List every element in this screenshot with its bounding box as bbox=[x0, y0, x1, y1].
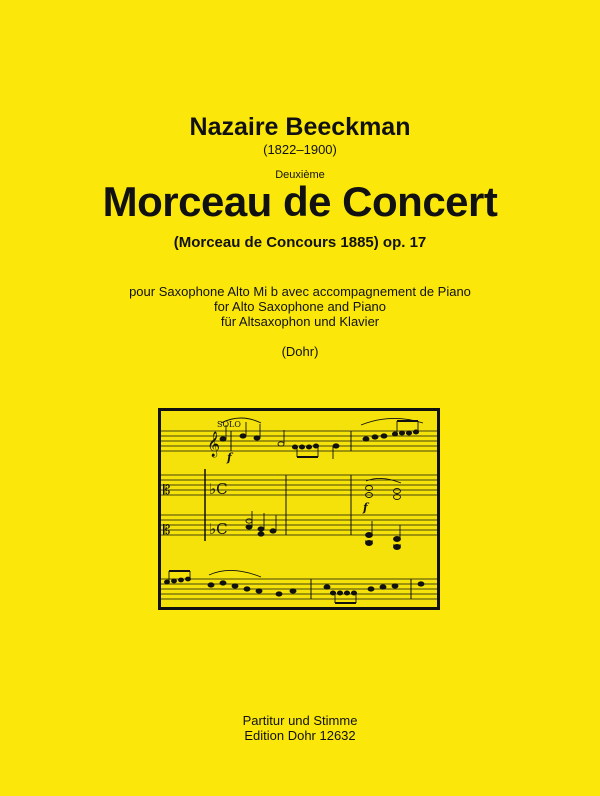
pre-title: Deuxième bbox=[275, 169, 325, 181]
clef-signs bbox=[163, 431, 228, 538]
score-excerpt-image bbox=[158, 408, 440, 610]
staff-2 bbox=[161, 475, 437, 495]
edition-catalog-number: Edition Dohr 12632 bbox=[244, 728, 356, 743]
svg-text:♭C: ♭C bbox=[209, 480, 228, 498]
svg-text:𝄞: 𝄞 bbox=[207, 432, 221, 457]
notes-staff-4 bbox=[165, 570, 425, 603]
instrumentation-french: pour Saxophone Alto Mi b avec accompagnement de Piano bbox=[129, 284, 471, 299]
publisher-credit: (Dohr) bbox=[281, 344, 319, 359]
notes-staff-2 bbox=[366, 478, 402, 499]
dynamic-marking-1: f bbox=[227, 451, 232, 464]
work-subtitle: (Morceau de Concours 1885) op. 17 bbox=[173, 234, 427, 251]
notes-staff-1 bbox=[220, 418, 423, 459]
edition-type: Partitur und Stimme bbox=[242, 713, 358, 728]
dynamic-marking-2: f bbox=[363, 501, 368, 514]
composer-dates: (1822–1900) bbox=[263, 142, 337, 157]
score-excerpt-drawing bbox=[161, 411, 437, 607]
work-title: Morceau de Concert bbox=[102, 178, 498, 225]
instrumentation-german: für Altsaxophon und Klavier bbox=[220, 314, 380, 329]
composer-name: Nazaire Beeckman bbox=[189, 113, 411, 141]
solo-label: SOLO bbox=[217, 420, 241, 429]
svg-text:♭C: ♭C bbox=[209, 520, 228, 538]
svg-text:𝄡: 𝄡 bbox=[163, 523, 171, 538]
staff-3 bbox=[161, 515, 437, 535]
staff-4 bbox=[161, 579, 437, 599]
svg-text:𝄡: 𝄡 bbox=[163, 483, 171, 498]
instrumentation-english: for Alto Saxophone and Piano bbox=[213, 299, 387, 314]
